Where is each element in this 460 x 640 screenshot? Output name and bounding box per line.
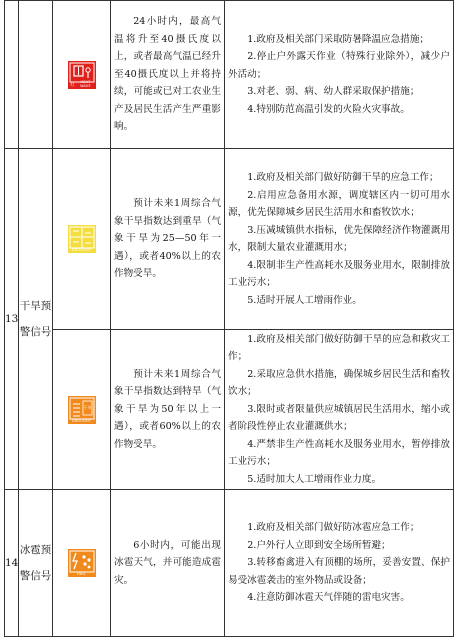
signal-condition: 预计未来1周综合气象干旱指数达到特旱（气象干旱为50年以上一遇），或者60%以上的农作物受旱。 xyxy=(111,330,225,490)
guideline-item: 2.采取应急供水措施，确保城乡居民生活和畜牧饮水； xyxy=(228,368,450,398)
guideline-item: 4.特别防范高温引发的火险火灾事故。 xyxy=(247,103,410,115)
guideline-item: 1.政府及相关部门做好防御干旱的应急工作； xyxy=(247,172,439,183)
guideline-item: 4.严禁非生产性高耗水及服务业用水，暂停排放工业污水； xyxy=(228,438,450,468)
signal-level-label: 干旱 xyxy=(83,404,92,410)
guideline-item: 3.限时或者限量供应城镇居民生活用水，缩小或者阶段性停止农业灌溉供水； xyxy=(228,403,450,433)
guideline-item: 1.政府及相关部门采取防暑降温应急措施； xyxy=(247,33,430,45)
signal-icon-cell xyxy=(53,1,111,149)
icon-caption: HEAT WAVE xyxy=(80,79,91,88)
defense-guidelines xyxy=(225,1,454,149)
signal-condition: 24小时内，最高气温将升至40摄氏度以上，或者最高气温已经升至40摄氏度以上并将持续，可能或已对工农业生产及居民生活产生严重影响。 xyxy=(111,1,225,149)
signal-condition: 预计未来1周综合气象干旱指数达到重旱（气象干旱为25—50年一遇），或者40%以上的农作物受旱。 xyxy=(111,149,225,330)
table-row-hail-orange xyxy=(5,490,454,637)
icon-caption: HAIL xyxy=(77,572,86,576)
guideline-item: 3.压减城镇供水指标，优先保障经济作物灌溉用水，限制大量农业灌溉用水； xyxy=(228,224,450,253)
defense-guidelines xyxy=(225,330,454,490)
signal-name: 干旱预警信号 xyxy=(19,149,53,490)
icon-caption: DROUGHT xyxy=(71,248,92,252)
drought-orange-icon xyxy=(68,225,96,253)
signal-icon-cell xyxy=(53,490,111,637)
signal-name: 冰雹预警信号 xyxy=(19,490,53,637)
heat-wave-red-icon xyxy=(68,61,96,89)
signal-level-label: 红 xyxy=(70,81,75,87)
guideline-item: 3.转移畜禽进入有顶棚的场所，妥善安置、保护易受冰雹袭击的室外物品或设备； xyxy=(228,557,450,586)
guideline-item: 3.对老、弱、病、幼人群采取保护措施； xyxy=(247,86,420,98)
defense-guidelines xyxy=(225,490,454,637)
signal-name-cell xyxy=(19,1,53,149)
warning-signal-table-page xyxy=(4,0,454,637)
signal-condition: 6小时内，可能出现冰雹天气，并可能造成雹灾。 xyxy=(111,490,225,637)
hail-orange-icon xyxy=(68,549,96,577)
signal-icon-cell xyxy=(53,149,111,330)
guideline-item: 4.注意防御冰雹天气伴随的雷电灾害。 xyxy=(247,592,410,604)
guideline-item: 5.适时加大人工增雨作业力度。 xyxy=(247,473,382,485)
signal-number: 13 xyxy=(5,149,19,490)
guideline-item: 2.户外行人立即到安全场所暂避； xyxy=(247,539,391,551)
table-row-drought-orange xyxy=(5,149,454,330)
warning-signal-table xyxy=(4,0,454,637)
signal-number-cell xyxy=(5,1,19,149)
table-row-drought-red xyxy=(5,330,454,490)
signal-number: 14 xyxy=(5,490,19,637)
table-row-heat-red xyxy=(5,1,454,149)
defense-guidelines xyxy=(225,149,454,330)
guideline-item: 1.政府及相关部门做好防冰雹应急工作； xyxy=(247,522,420,534)
guideline-item: 1.政府及相关部门做好防御干旱的应急和救灾工作； xyxy=(228,333,450,363)
guideline-item: 5.适时开展人工增雨作业。 xyxy=(247,294,362,306)
guideline-item: 2.启用应急备用水源，调度辖区内一切可用水源，优先保障城乡居民生活用水和畜牧饮水； xyxy=(228,189,450,218)
guideline-item: 2.停止户外露天作业（特殊行业除外），减少户外活动； xyxy=(228,51,450,80)
drought-red-icon xyxy=(68,396,96,424)
guideline-item: 4.限制非生产性高耗水及服务业用水，限制排放工业污水； xyxy=(228,259,450,288)
icon-caption: DROUGHT xyxy=(71,418,92,423)
signal-icon-cell xyxy=(53,330,111,490)
